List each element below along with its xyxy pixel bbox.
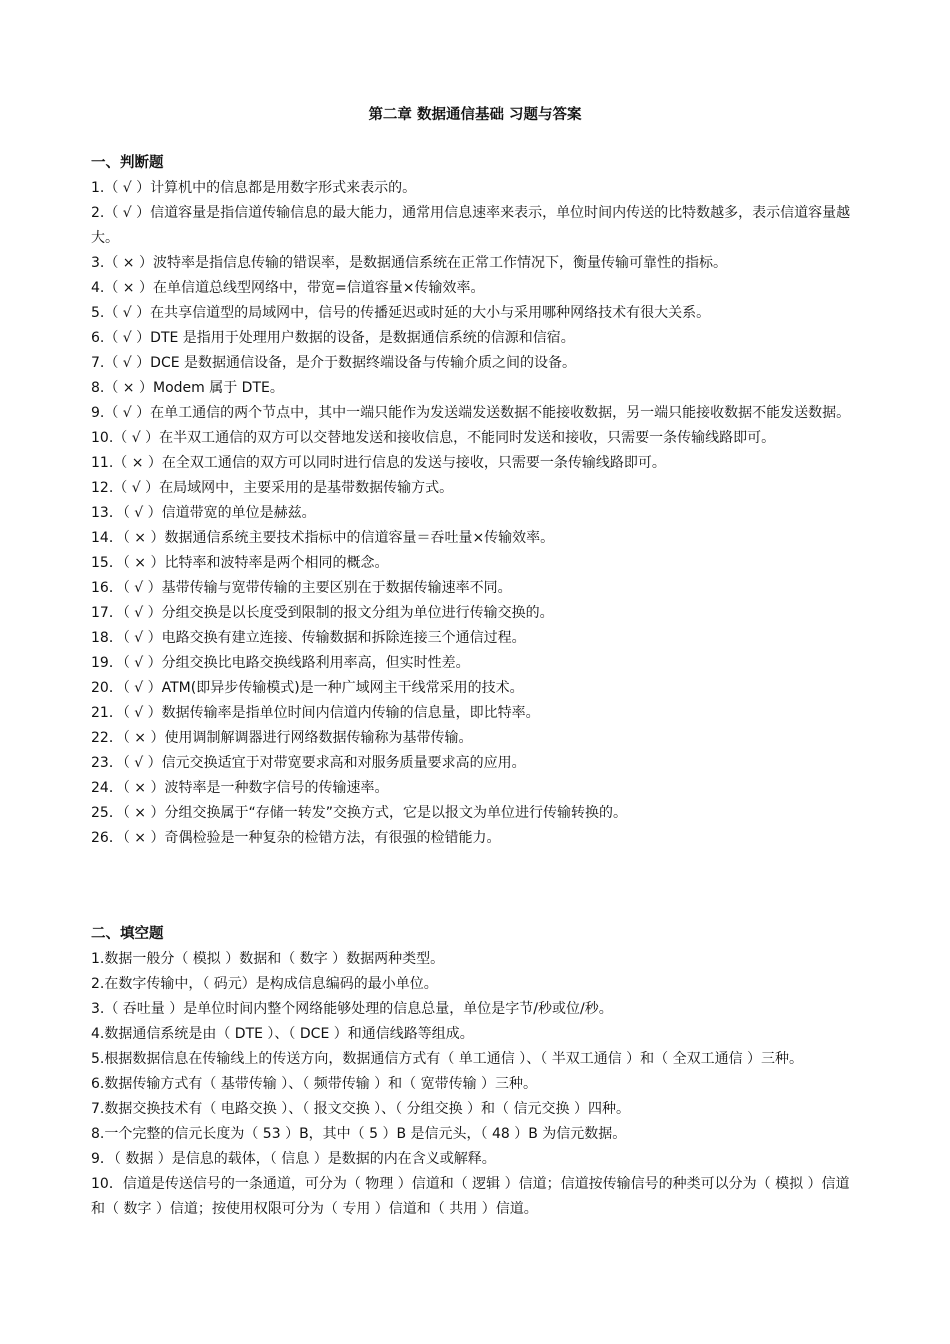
question-item: 5.根据数据信息在传输线上的传送方向，数据通信方式有（ 单工通信 ）、（ 半双工通信 ）和（ 全双工通信 ）三种。 <box>91 1051 804 1067</box>
question-item: 2.（ √ ）信道容量是指信道传输信息的最大能力，通常用信息速率来表示，单位时间内传送的比特数越多，表示信道容量越大。 <box>91 205 851 246</box>
question-item: 22．（ × ）使用调制解调器进行网络数据传输称为基带传输。 <box>91 730 473 746</box>
question-item: 6.（ √ ）DTE 是指用于处理用户数据的设备，是数据通信系统的信源和信宿。 <box>91 330 575 346</box>
question-item: 26．（ × ）奇偶检验是一种复杂的检错方法，有很强的检错能力。 <box>91 830 501 846</box>
question-item: 1.数据一般分（ 模拟 ）数据和（ 数字 ）数据两种类型。 <box>91 951 445 967</box>
question-item: 14．（ × ）数据通信系统主要技术指标中的信道容量＝吞吐量×传输效率。 <box>91 530 555 546</box>
question-item: 1.（ √ ）计算机中的信息都是用数字形式来表示的。 <box>91 180 417 196</box>
question-item: 13．（ √ ）信道带宽的单位是赫兹。 <box>91 505 316 521</box>
document-title: 第二章 数据通信基础 习题与答案 <box>368 107 582 123</box>
question-item: 2.在数字传输中，（ 码元）是构成信息编码的最小单位。 <box>91 976 438 992</box>
question-item: 10.（ √ ）在半双工通信的双方可以交替地发送和接收信息，不能同时发送和接收，只需要一条传输线路即可。 <box>91 430 776 446</box>
question-item: 8.一个完整的信元长度为（ 53 ）B，其中（ 5 ）B 是信元头，（ 48 ）B 为信元数据。 <box>91 1126 627 1142</box>
question-item: 25．（ × ）分组交换属于“存储一转发”交换方式，它是以报文为单位进行传输转换的。 <box>91 805 627 821</box>
section-fill-in-blank <box>91 922 861 1222</box>
question-item: 3.（ × ）波特率是指信息传输的错误率，是数据通信系统在正常工作情况下，衡量传输可靠性的指标。 <box>91 255 727 271</box>
question-item: 16．（ √ ）基带传输与宽带传输的主要区别在于数据传输速率不同。 <box>91 580 512 596</box>
question-item: 9．（ 数据 ）是信息的载体，（ 信息 ）是数据的内在含义或解释。 <box>91 1151 496 1167</box>
question-item: 21．（ √ ）数据传输率是指单位时间内信道内传输的信息量，即比特率。 <box>91 705 540 721</box>
question-item: 24．（ × ）波特率是一种数字信号的传输速率。 <box>91 780 389 796</box>
question-item: 3.（ 吞吐量 ）是单位时间内整个网络能够处理的信息总量，单位是字节/秒或位/秒。 <box>91 1001 613 1017</box>
question-item: 8.（ × ）Modem 属于 DTE。 <box>91 380 284 396</box>
question-item: 9.（ √ ）在单工通信的两个节点中，其中一端只能作为发送端发送数据不能接收数据，另一端只能接收数据不能发送数据。 <box>91 405 851 421</box>
question-item: 10．信道是传送信号的一条通道，可分为（ 物理 ）信道和（ 逻辑 ）信道；信道按传输信号的种类可以分为（ 模拟 ）信道和（ 数字 ）信道；按使用权限可分为（ 专用 ）信道和（ 共用 ）信道。 <box>91 1176 850 1217</box>
question-item: 20．（ √ ）ATM(即异步传输模式)是一种广域网主干线常采用的技术。 <box>91 680 524 696</box>
question-item: 19．（ √ ）分组交换比电路交换线路利用率高，但实时性差。 <box>91 655 470 671</box>
section-heading: 一、判断题 <box>91 155 164 171</box>
question-item: 4.（ × ）在单信道总线型网络中，带宽=信道容量×传输效率。 <box>91 280 485 296</box>
question-item: 23．（ √ ）信元交换适宜于对带宽要求高和对服务质量要求高的应用。 <box>91 755 526 771</box>
question-list <box>91 176 861 851</box>
question-item: 12.（ √ ）在局域网中，主要采用的是基带数据传输方式。 <box>91 480 454 496</box>
question-item: 4.数据通信系统是由（ DTE ）、（ DCE ）和通信线路等组成。 <box>91 1026 474 1042</box>
question-item: 18．（ √ ）电路交换有建立连接、传输数据和拆除连接三个通信过程。 <box>91 630 526 646</box>
question-item: 7.数据交换技术有（ 电路交换 ）、（ 报文交换 ）、（ 分组交换 ）和（ 信元交换 ）四种。 <box>91 1101 630 1117</box>
section-heading: 二、填空题 <box>91 926 164 942</box>
question-item: 5.（ √ ）在共享信道型的局域网中，信号的传播延迟或时延的大小与采用哪种网络技术有很大关系。 <box>91 305 711 321</box>
question-item: 6.数据传输方式有（ 基带传输 ）、（ 频带传输 ）和（ 宽带传输 ）三种。 <box>91 1076 538 1092</box>
section-true-false <box>91 151 861 851</box>
question-list <box>91 947 861 1222</box>
question-item: 17．（ √ ）分组交换是以长度受到限制的报文分组为单位进行传输交换的。 <box>91 605 554 621</box>
question-item: 7.（ √ ）DCE 是数据通信设备，是介于数据终端设备与传输介质之间的设备。 <box>91 355 577 371</box>
question-item: 15．（ × ）比特率和波特率是两个相同的概念。 <box>91 555 389 571</box>
question-item: 11.（ × ）在全双工通信的双方可以同时进行信息的发送与接收，只需要一条传输线路即可。 <box>91 455 666 471</box>
